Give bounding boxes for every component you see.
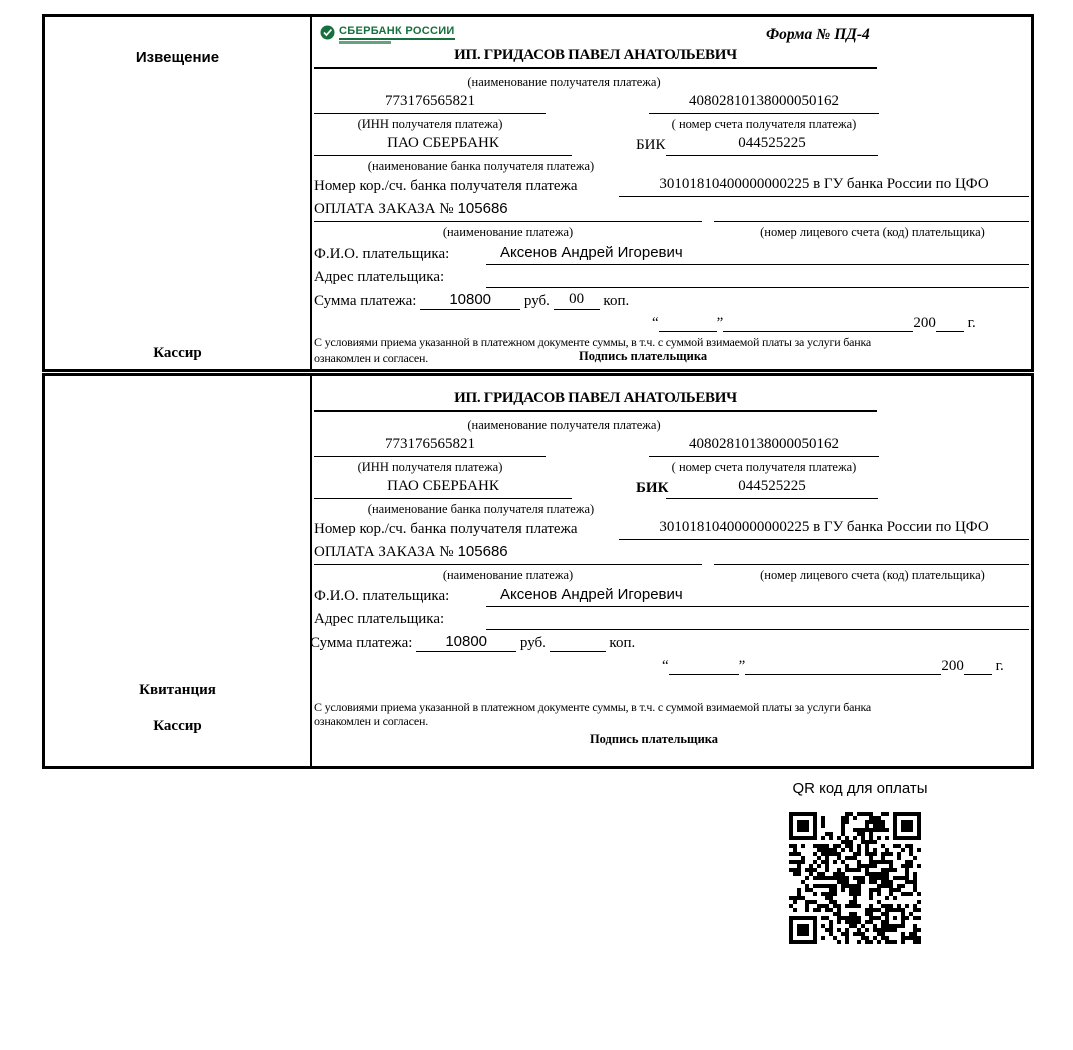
order-number-value-2: 105686 [457, 543, 508, 560]
receipt-right-column [310, 376, 1031, 766]
sberbank-logo [320, 25, 455, 44]
kop-label-2: коп. [609, 635, 636, 651]
year-suffix-2: г. [995, 658, 1004, 674]
payee-inn-caption: (ИНН получателя платежа) [357, 117, 503, 131]
notice-left-column [45, 17, 312, 369]
quote-open: “ [652, 315, 659, 331]
year-suffix: г. [967, 315, 976, 331]
payment-name-label: ОПЛАТА ЗАКАЗА № [314, 201, 454, 217]
kopecks-value: 00 [554, 291, 600, 310]
payee-name: ИП. ГРИДАСОВ ПАВЕЛ АНАТОЛЬЕВИЧ [314, 47, 877, 69]
payee-inn-value: 773176565821 [314, 93, 546, 114]
corr-account-value: 30101810400000000225 в ГУ банка России по ЦФО [619, 176, 1029, 197]
payee-account-caption-2: ( номер счета получателя платежа) [671, 460, 857, 474]
bank-name-caption: (наименование банка получателя платежа) [367, 159, 595, 173]
sum-value-2: 10800 [416, 633, 516, 652]
form-number-label: Форма № ПД-4 [766, 26, 870, 43]
receipt-label: Квитанция [139, 682, 216, 698]
payee-name-2: ИП. ГРИДАСОВ ПАВЕЛ АНАТОЛЬЕВИЧ [314, 390, 877, 412]
payee-name-caption-2: (наименование получателя платежа) [467, 418, 661, 432]
qr-title: QR код для оплаты [792, 780, 928, 797]
date-year-blank-2 [964, 656, 992, 675]
bank-name-value-2: ПАО СБЕРБАНК [314, 478, 572, 499]
notice-section [42, 14, 1034, 372]
payee-inn-value-2: 773176565821 [314, 436, 546, 457]
year-prefix: 200 [913, 315, 936, 331]
agreement-line1-2: С условиями приема указанной в платежном документе суммы, в т.ч. с суммой взимаемой платы за услуги банка [314, 700, 872, 714]
payment-name-caption-2: (наименование платежа) [442, 568, 574, 582]
qr-code-image [789, 812, 921, 944]
agreement-line1: С условиями приема указанной в платежном документе суммы, в т.ч. с суммой взимаемой платы за услуги банка [314, 335, 872, 349]
sum-label: Сумма платежа: [314, 293, 417, 309]
payer-address-value [486, 267, 1029, 288]
payee-account-value: 40802810138000050162 [649, 93, 879, 114]
payee-inn-caption-2: (ИНН получателя платежа) [357, 460, 503, 474]
personal-account-blank-2 [714, 543, 1029, 565]
bik-label-2: БИК [636, 480, 669, 496]
notice-label: Извещение [135, 49, 220, 66]
date-month-blank [723, 313, 913, 332]
date-month-blank-2 [745, 656, 941, 675]
date-day-blank [659, 313, 717, 332]
agreement-line2: ознакомлен и согласен. [314, 351, 429, 365]
sberbank-logo-text: СБЕРБАНК РОССИИ [339, 25, 455, 40]
bank-name-caption-2: (наименование банка получателя платежа) [367, 502, 595, 516]
kop-label: коп. [603, 293, 630, 309]
bank-name-value: ПАО СБЕРБАНК [314, 135, 572, 156]
payment-name-row-2 [314, 543, 702, 565]
bik-value: 044525225 [666, 135, 878, 156]
personal-account-caption-2: (номер лицевого счета (код) плательщика) [760, 568, 985, 582]
personal-account-caption: (номер лицевого счета (код) плательщика) [760, 225, 985, 239]
quote-close: ” [716, 315, 724, 331]
cashier-label-2: Кассир [153, 718, 202, 734]
payer-fio-label-2: Ф.И.О. плательщика: [314, 588, 450, 604]
sberbank-logo-icon [320, 25, 335, 40]
payment-name-caption: (наименование платежа) [442, 225, 574, 239]
date-row [652, 313, 976, 332]
rub-label: руб. [523, 293, 550, 309]
quote-close-2: ” [738, 658, 746, 674]
payment-name-label-2: ОПЛАТА ЗАКАЗА № [314, 544, 454, 560]
payer-fio-label: Ф.И.О. плательщика: [314, 246, 450, 262]
bik-value-2: 044525225 [666, 478, 878, 499]
sberbank-logo-tagline [339, 41, 391, 44]
quote-open-2: “ [662, 658, 669, 674]
receipt-left-column [45, 376, 312, 766]
payment-name-row [314, 200, 702, 222]
corr-account-value-2: 30101810400000000225 в ГУ банка России по ЦФО [619, 519, 1029, 540]
year-prefix-2: 200 [941, 658, 964, 674]
bik-label: БИК [636, 137, 666, 153]
payer-address-label: Адрес плательщика: [314, 269, 445, 285]
payee-name-caption: (наименование получателя платежа) [467, 75, 661, 89]
date-year-blank [936, 313, 964, 332]
payee-account-value-2: 40802810138000050162 [649, 436, 879, 457]
payer-address-label-2: Адрес плательщика: [314, 611, 445, 627]
sum-row [314, 291, 629, 310]
corr-account-label: Номер кор./сч. банка получателя платежа [314, 178, 578, 194]
receipt-section [42, 373, 1034, 769]
payer-fio-value: Аксенов Андрей Игоревич [486, 244, 1029, 265]
rub-label-2: руб. [519, 635, 546, 651]
kopecks-value-2 [550, 633, 606, 652]
sum-value: 10800 [420, 291, 520, 310]
agreement-line2-row [314, 349, 1031, 367]
sum-label-2: Сумма платежа: [310, 635, 413, 651]
corr-account-label-2: Номер кор./сч. банка получателя платежа [314, 521, 578, 537]
payer-signature-label: Подпись плательщика [579, 349, 708, 363]
payer-address-value-2 [486, 609, 1029, 630]
notice-right-column [314, 17, 1031, 369]
sum-row-2 [310, 633, 635, 652]
agreement-line2-2: ознакомлен и согласен. [314, 714, 429, 728]
payer-fio-value-2: Аксенов Андрей Игоревич [486, 586, 1029, 607]
order-number-value: 105686 [457, 200, 508, 217]
payee-account-caption: ( номер счета получателя платежа) [671, 117, 857, 131]
personal-account-blank [714, 200, 1029, 222]
cashier-label: Кассир [153, 345, 202, 361]
payer-signature-label-2: Подпись плательщика [589, 732, 719, 746]
date-row-2 [662, 656, 1004, 675]
qr-code [789, 812, 921, 949]
date-day-blank-2 [669, 656, 739, 675]
